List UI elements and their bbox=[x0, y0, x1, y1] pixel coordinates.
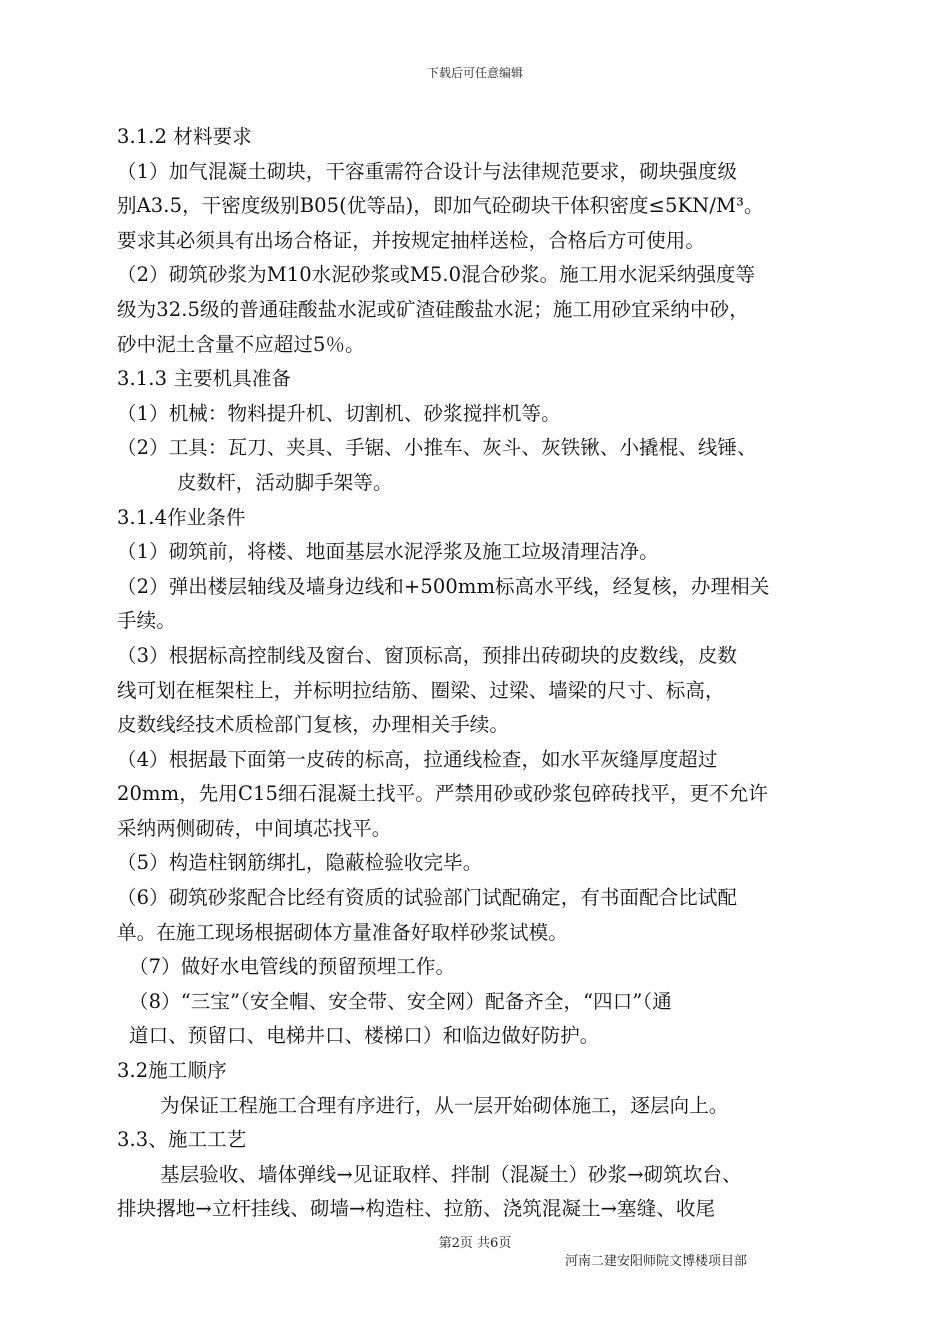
paragraph-line: 基层验收、墙体弹线→见证取样、拌制（混凝土）砂浆→砌筑坎台、 bbox=[160, 1162, 742, 1186]
paragraph-line: 别A3.5，干密度级别B05(优等品)，即加气砼砌块干体积密度≤5KN/M³。 bbox=[117, 194, 764, 218]
document-body bbox=[117, 120, 842, 1227]
paragraph-line: （2）砌筑砂浆为M10水泥砂浆或M5.0混合砂浆。施工用水泥采纳强度等 bbox=[117, 263, 756, 287]
paragraph-line: 单。在施工现场根据砌体方量准备好取样砂浆试模。 bbox=[117, 920, 568, 944]
header-note: 下载后可任意编辑 bbox=[426, 66, 523, 80]
paragraph-line: 20mm，先用C15细石混凝土找平。严禁用砂或砂浆包碎砖找平，更不允许 bbox=[117, 782, 769, 806]
paragraph-line: （1）机械：物料提升机、切割机、砂浆搅拌机等。 bbox=[117, 401, 561, 425]
paragraph-line: （7）做好水电管线的预留预埋工作。 bbox=[129, 955, 456, 979]
section-heading-3-2: 3.2施工顺序 bbox=[117, 1059, 227, 1083]
paragraph-line: 要求其必须具有出场合格证，并按规定抽样送检，合格后方可使用。 bbox=[117, 228, 706, 252]
paragraph-line: 手续。 bbox=[117, 609, 176, 633]
paragraph-line: （4）根据最下面第一皮砖的标高，拉通线检查，如水平灰缝厚度超过 bbox=[117, 747, 718, 771]
section-heading-3-3: 3.3、施工工艺 bbox=[117, 1128, 247, 1152]
paragraph-line: 皮数线经技术质检部门复核，办理相关手续。 bbox=[117, 713, 510, 737]
section-heading-3-1-4: 3.1.4作业条件 bbox=[117, 505, 246, 529]
paragraph-line: 级为32.5级的普通硅酸盐水泥或矿渣硅酸盐水泥；施工用砂宜采纳中砂， bbox=[117, 297, 749, 321]
paragraph-line: 为保证工程施工合理有序进行，从一层开始砌体施工，逐层向上。 bbox=[160, 1093, 729, 1117]
paragraph-line: 排块撂地→立杆挂线、砌墙→构造柱、拉筋、浇筑混凝土→塞缝、收尾 bbox=[117, 1197, 716, 1221]
section-heading-3-1-3: 3.1.3 主要机具准备 bbox=[117, 367, 292, 391]
paragraph-line: 砂中泥土含量不应超过5％。 bbox=[117, 332, 365, 356]
paragraph-line: （5）构造柱钢筋绑扎，隐蔽检验收完毕。 bbox=[117, 851, 483, 875]
paragraph-line: （3）根据标高控制线及窗台、窗顶标高，预排出砖砌块的皮数线，皮数 bbox=[117, 643, 738, 667]
paragraph-line: 采纳两侧砌砖，中间填芯找平。 bbox=[117, 816, 392, 840]
paragraph-line: （2）弹出楼层轴线及墙身边线和+500mm标高水平线，经复核，办理相关 bbox=[117, 574, 770, 598]
paragraph-line: 皮数杆，活动脚手架等。 bbox=[177, 470, 393, 494]
organization-name: 河南二建安阳师院文博楼项目部 bbox=[565, 1254, 748, 1269]
section-heading-3-1-2: 3.1.2 材料要求 bbox=[117, 125, 252, 148]
paragraph-line: 道口、预留口、电梯井口、楼梯口）和临边做好防护。 bbox=[129, 1024, 600, 1048]
page-number: 第2页 共6页 bbox=[438, 1236, 512, 1251]
paragraph-line: （2）工具：瓦刀、夹具、手锯、小推车、灰斗、灰铁锹、小撬棍、线锤、 bbox=[117, 436, 757, 460]
paragraph-line: （8）“三宝”（安全帽、安全带、安全网）配备齐全，“四口”（通 bbox=[129, 989, 672, 1013]
paragraph-line: 线可划在框架柱上，并标明拉结筋、圈梁、过梁、墙梁的尺寸、标高， bbox=[117, 678, 725, 702]
paragraph-line: （6）砌筑砂浆配合比经有资质的试验部门试配确定，有书面配合比试配 bbox=[117, 886, 738, 910]
paragraph-line: （1）砌筑前，将楼、地面基层水泥浮浆及施工垃圾清理洁净。 bbox=[117, 540, 659, 564]
paragraph-line: （1）加气混凝土砌块，干容重需符合设计与法律规范要求，砌块强度级 bbox=[117, 159, 738, 183]
